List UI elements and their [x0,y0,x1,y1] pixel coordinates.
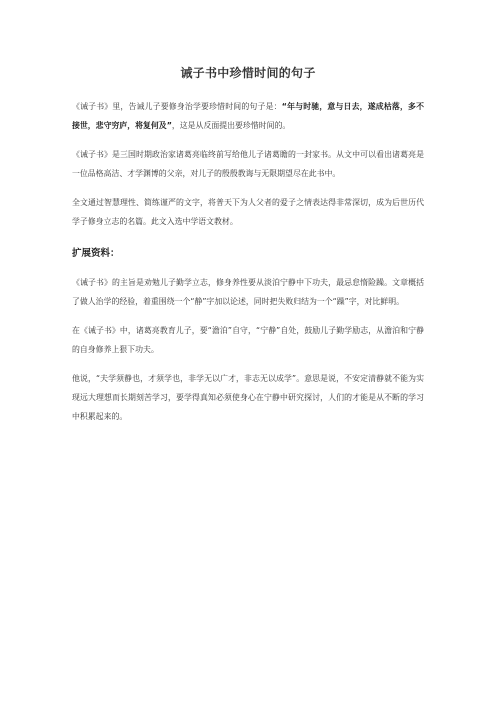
intro-p1-text-before: 《诫子书》里，告诫儿子要修身治学要珍惜时间的句子是： [72,102,282,111]
extended-paragraph-1: 《诫子书》的主旨是劝勉儿子勤学立志，修身养性要从淡泊宁静中下功夫，最忌怠惰险躁。文章概括了做人治学的经验，着重围绕一个“静”字加以论述，同时把失败归结为一个“躁”字，对比鲜明。 [72,278,424,306]
intro-paragraph-1 [72,97,424,135]
intro-paragraph-2: 《诫子书》是三国时期政治家诸葛亮临终前写给他儿子诸葛瞻的一封家书。从文中可以看出诸葛亮是一位品格高洁、才学渊博的父亲，对儿子的殷殷教诲与无限期望尽在此书中。 [72,150,424,178]
page-title: 诫子书中珍惜时间的句子 [180,66,316,80]
extended-section-heading: 扩展资料： [72,248,120,259]
intro-p1-bold-quote: “年与时驰，意与日去，遂成枯落，多不接世，悲守穷庐，将复何及” [72,102,424,130]
extended-paragraph-3: 他说，“夫学须静也，才须学也，非学无以广才，非志无以成学”。意思是说，不安定清静就不能为实现远大理想而长期刻苦学习，要学得真知必须使身心在宁静中研究探讨，人们的才能是从不断的学习中积累起来的。 [72,374,424,421]
extended-paragraph-2: 在《诫子书》中，诸葛亮教育儿子，要“澹泊”自守，“宁静”自处，鼓励儿子勤学励志，从澹泊和宁静的自身修养上狠下功夫。 [72,326,424,354]
intro-p1-text-after: ，这是从反面提出要珍惜时间的。 [171,121,291,130]
intro-paragraph-3: 全文通过智慧理性、简练谨严的文字，将普天下为人父者的爱子之情表达得非常深切，成为后世历代学子修身立志的名篇。此文入选中学语文教材。 [72,198,424,226]
